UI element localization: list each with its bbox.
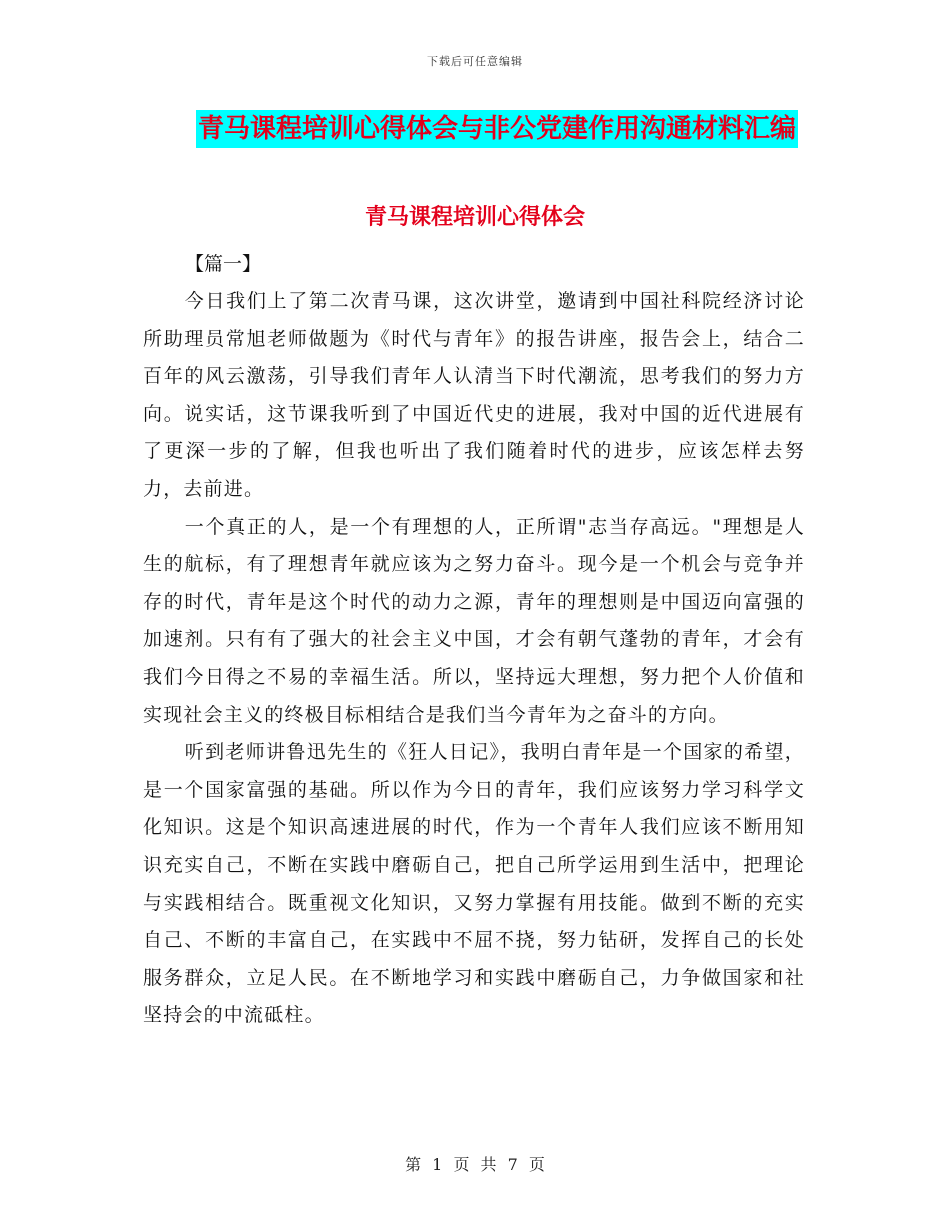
paragraph-2: 一个真正的人，是一个有理想的人，正所谓"志当存高远。"理想是人生的航标，有了理想青年就应该为之努力奋斗。现今是一个机会与竞争并存的时代，青年是这个时代的动力之源，青年的理想则是中国迈向富强的加速剂。只有有了强大的社会主义中国，才会有朝气蓬勃的青年，才会有我们今日得之不易的幸福生活。所以，坚持远大理想，努力把个人价值和实现社会主义的终极目标相结合是我们当今青年为之奋斗的方向。 bbox=[143, 515, 805, 726]
document-sub-title: 青马课程培训心得体会 bbox=[364, 205, 585, 230]
section-label: 【篇一】 bbox=[185, 253, 262, 275]
page-header-note: 下载后可任意编辑 bbox=[427, 55, 523, 68]
article-body bbox=[143, 245, 805, 1035]
page-number-footer: 第 1 页 共 7 页 bbox=[405, 1155, 545, 1174]
paragraph-3: 听到老师讲鲁迅先生的《狂人日记》，我明白青年是一个国家的希望，是一个国家富强的基础。所以作为今日的青年，我们应该努力学习科学文化知识。这是个知识高速进展的时代，作为一个青年人我们应该不断用知识充实自己，不断在实践中磨砺自己，把自己所学运用到生活中，把理论与实践相结合。既重视文化知识，又努力掌握有用技能。做到不断的充实自己、不断的丰富自己，在实践中不屈不挠，努力钻研，发挥自己的长处服务群众，立足人民。在不断地学习和实践中磨砺自己，力争做国家和社坚持会的中流砥柱。 bbox=[143, 741, 805, 1027]
main-title-container bbox=[0, 110, 950, 148]
document-main-title: 青马课程培训心得体会与非公党建作用沟通材料汇编 bbox=[196, 110, 798, 148]
paragraph-1: 今日我们上了第二次青马课，这次讲堂，邀请到中国社科院经济讨论所助理员常旭老师做题为《时代与青年》的报告讲座，报告会上，结合二百年的风云激荡，引导我们青年人认清当下时代潮流，思考我们的努力方向。说实话，这节课我听到了中国近代史的进展，我对中国的近代进展有了更深一步的了解，但我也听出了我们随着时代的进步，应该怎样去努力，去前进。 bbox=[143, 290, 805, 500]
